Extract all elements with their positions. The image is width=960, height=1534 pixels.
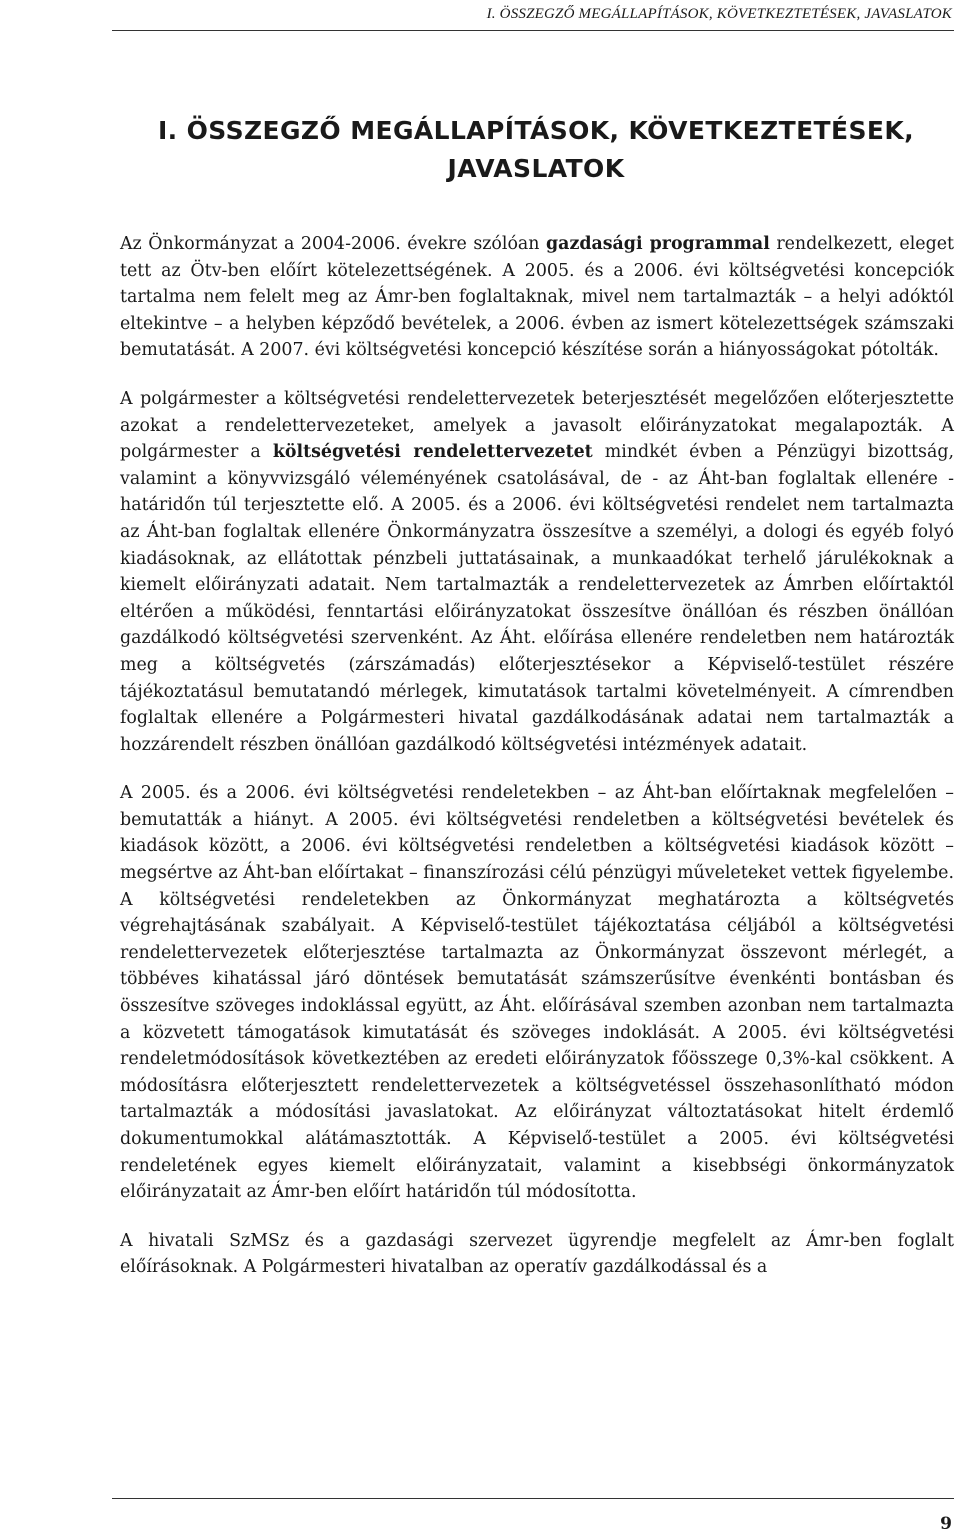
paragraph-2 (120, 386, 954, 758)
chapter-title (112, 112, 960, 188)
paragraph-1-text-c: rendelkezett, eleget tett az Ötv-ben előírt kötelezettségének. A 2005. és a 2006. évi költségvetési koncepciók tartalma nem felelt meg az Ámr-ben foglaltaknak, mivel nem tartalmazták – a helyi adóktól eltekintve – a helyben képződő bevételek, a 2006. évben az ismert kötelezettségek számszaki bemutatását. A 2007. évi költségvetési koncepció készítése során a hiányosságokat pótolták. (120, 234, 954, 361)
chapter-title-line-1: I. ÖSSZEGZŐ MEGÁLLAPÍTÁSOK, KÖVETKEZTETÉSEK, (157, 116, 915, 145)
paragraph-4: A hivatali SzMSz és a gazdasági szervezet ügyrendje megfelelt az Ámr-ben foglalt előírásoknak. A Polgármesteri hivatalban az operatív gazdálkodással és a (120, 1230, 954, 1278)
paragraph-2-text-c: mindkét évben a Pénzügyi bizottság, valamint a könyvvizsgáló véleményének csatolásával, de - az Áht-ban foglaltak ellenére - határidőn túl terjesztette elő. A 2005. és a 2006. évi költségvetési rendelet nem tartalmazta az Áht-ban foglaltak ellenére Önkormányzatra összesítve a személyi, a dologi és egyéb folyó kiadásoknak, az ellátottak pénzbeli juttatásainak, a munkaadókat terhelő járulékoknak a kiemelt előirányzati adatait. Nem tartalmazták a rendelettervezetek az Ámrben előírtaktól eltérően a működési, fenntartási előirányzatokat összesítve önállóan és részben önállóan gazdálkodó költségvetési szervenként. Az Áht. előírása ellenére rendeletben nem határozták meg a költségvetés (zárszámadás) előterjesztésekor a Képviselő-testület részére tájékoztatásul bemutatandó mérlegek, kimutatások tartalmi követelményeit. A címrendben foglaltak ellenére a Polgármesteri hivatal gazdálkodásának adatai nem tartalmazták a hozzárendelt részben önállóan gazdálkodó költségvetési intézmények adatait. (120, 442, 955, 755)
paragraph-2-text-a: A polgármester a költségvetési rendelettervezetek beterjesztését megelőzően előterjesztette azokat a rendelettervezeteket, amelyek a javasolt előirányzatokat megalapozták. A polgármester a (120, 388, 954, 463)
body-text (120, 231, 954, 1303)
running-header: I. ÖSSZEGZŐ MEGÁLLAPÍTÁSOK, KÖVETKEZTETÉSEK, JAVASLATOK (486, 6, 952, 22)
paragraph-2-bold: költségvetési rendelettervezetet (272, 442, 593, 463)
footer-rule (112, 1498, 954, 1499)
chapter-title-line-2: JAVASLATOK (447, 154, 625, 183)
paragraph-1 (120, 231, 954, 364)
header-rule (112, 30, 954, 31)
page-number: 9 (940, 1514, 952, 1534)
paragraph-1-bold: gazdasági programmal (546, 234, 770, 254)
paragraph-1-text-a: Az Önkormányzat a 2004-2006. évekre szólóan (120, 234, 547, 254)
paragraph-3: A 2005. és a 2006. évi költségvetési rendeletekben – az Áht-ban előírtaknak megfelelően – bemutatták a hiányt. A 2005. évi költségvetési rendeletben a költségvetési bevételek és kiadások között, a 2006. évi költségvetési rendeletben a költségvetési kiadások között – megsértve az Áht-ban előírtakat – finanszírozási célú pénzügyi műveleteket vettek figyelembe. A költségvetési rendeletekben az Önkormányzat meghatározta a költségvetés végrehajtásának szabályait. A Képviselő-testület tájékoztatása céljából a költségvetési rendelettervezetek előterjesztése tartalmazta az Önkormányzat összevont mérlegét, a többéves kihatással járó döntések bemutatását számszerűsítve évenkénti bontásban és összesítve szöveges indoklással együtt, az Áht. előírásával szemben azonban nem tartalmazta a közvetett támogatások kimutatását és szöveges indoklását. A 2005. évi költségvetési rendeletmódosítások következtében az eredeti előirányzatok főösszege 0,3%-kal csökkent. A módosításra előterjesztett rendelettervezetek a költségvetéssel összehasonlítható módon tartalmazták a módosítási javaslatokat. Az előirányzat változtatásokat hitelt érdemlő dokumentumokkal alátámasztották. A Képviselő-testület a 2005. évi költségvetési rendeletének egyes kiemelt előirányzatait, valamint a kisebbségi önkormányzatok előirányzatait az Ámr-ben előírt határidőn túl módosította. (120, 783, 954, 1203)
